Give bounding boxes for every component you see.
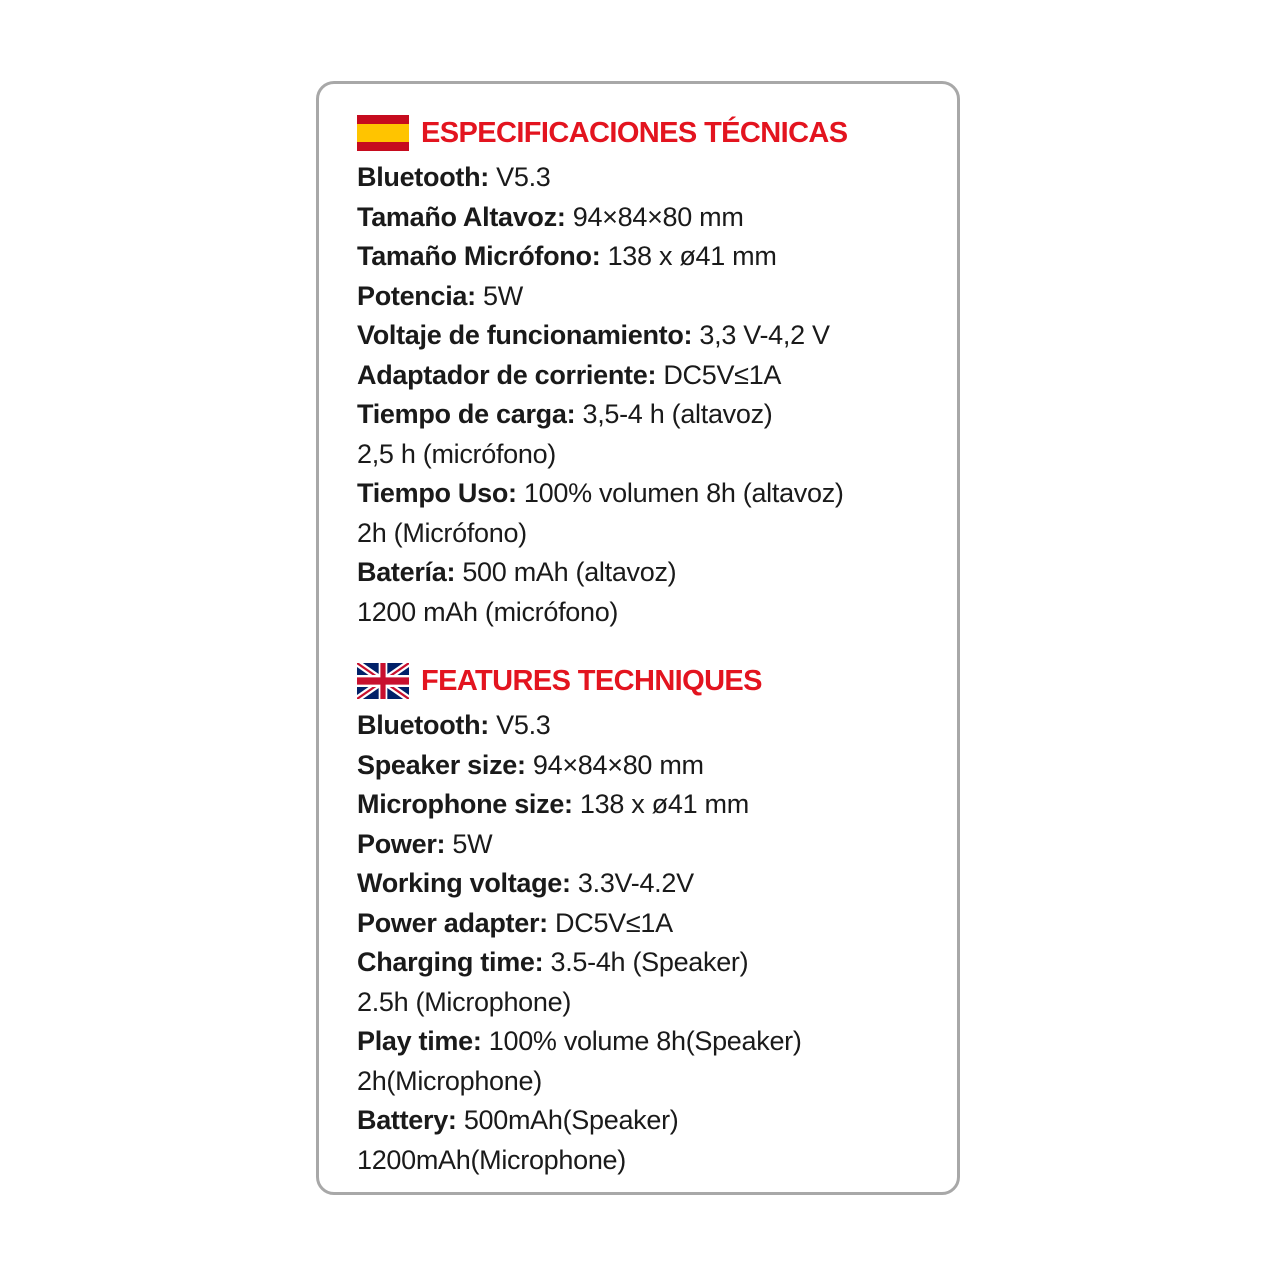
spec-value: V5.3 [488,162,551,192]
spec-value: 94×84×80 mm [565,201,744,232]
spec-row [357,474,957,514]
spec-row [357,746,957,786]
spec-value: 2h (Micrófono) [357,517,527,548]
spec-row [357,785,957,825]
spec-row [357,1022,957,1062]
spec-value: V5.3 [488,710,551,740]
spec-value: 100% volumen 8h (altavoz) [516,478,844,508]
spec-value: 3,5-4 h (altavoz) [575,399,773,429]
spec-value: 138 x ø41 mm [572,789,749,819]
spec-row [357,943,957,983]
spec-label: Working voltage: [357,868,571,898]
spec-label: Tamaño Micrófono: [357,241,601,271]
spec-value: 2,5 h (micrófono) [357,438,556,469]
spec-row-continuation [357,593,957,633]
spec-label: Tamaño Altavoz: [357,201,566,232]
spec-value: 500mAh(Speaker) [456,1105,679,1135]
spec-row [357,237,957,277]
spec-row-continuation [357,1141,957,1181]
spec-value: 500 mAh (altavoz) [455,557,677,587]
spec-row [357,904,957,944]
spec-label: Power adapter: [357,907,548,938]
spec-row-continuation [357,983,957,1023]
uk-flag-icon [357,663,409,699]
spec-row [357,1101,957,1141]
spec-value: DC5V≤1A [547,907,673,938]
spec-label: Bluetooth: [357,710,489,740]
spec-row [357,356,957,396]
spec-row-continuation [357,435,957,475]
spec-label: Power: [357,828,446,859]
spec-row [357,395,957,435]
spec-value: 3.3V-4.2V [570,868,694,898]
spec-row [357,706,957,746]
spec-label: Microphone size: [357,789,573,819]
spec-label: Voltaje de funcionamiento: [357,320,693,350]
spec-value: 5W [445,828,493,859]
spec-row [357,198,957,238]
spec-label: Bluetooth: [357,162,489,192]
spec-value: 3.5-4h (Speaker) [543,947,749,977]
spec-row [357,864,957,904]
spec-value: 1200 mAh (micrófono) [357,596,619,627]
spec-row [357,277,957,317]
english-heading: FEATURES TECHNIQUES [421,664,762,697]
spec-label: Potencia: [357,280,476,311]
spec-row-continuation [357,1062,957,1102]
english-heading-row [357,658,957,704]
spec-label: Batería: [357,557,456,587]
spanish-heading-row [357,110,957,156]
spec-label: Adaptador de corriente: [357,359,657,390]
spec-label: Speaker size: [357,749,526,780]
spec-value: 1200mAh(Microphone) [357,1144,626,1175]
spec-card [316,81,960,1195]
spec-label: Charging time: [357,947,544,977]
spec-row [357,158,957,198]
spanish-spec-section [357,110,957,632]
spec-row [357,316,957,356]
spec-value: 138 x ø41 mm [600,241,777,271]
spec-label: Battery: [357,1105,457,1135]
spec-value: 2.5h (Microphone) [357,986,572,1017]
spec-row-continuation [357,514,957,554]
spec-label: Play time: [357,1026,482,1056]
spanish-heading: ESPECIFICACIONES TÉCNICAS [421,116,848,149]
spain-flag-icon [357,115,409,151]
spec-value: 2h(Microphone) [357,1065,542,1096]
spec-value: 100% volume 8h(Speaker) [481,1026,802,1056]
spec-label: Tiempo de carga: [357,399,576,429]
spec-value: 5W [475,280,523,311]
spec-value: 3,3 V-4,2 V [692,320,830,350]
spec-row [357,825,957,865]
spec-value: 94×84×80 mm [525,749,704,780]
spec-value: DC5V≤1A [656,359,782,390]
english-spec-section [357,658,957,1180]
spec-row [357,553,957,593]
spec-label: Tiempo Uso: [357,478,517,508]
